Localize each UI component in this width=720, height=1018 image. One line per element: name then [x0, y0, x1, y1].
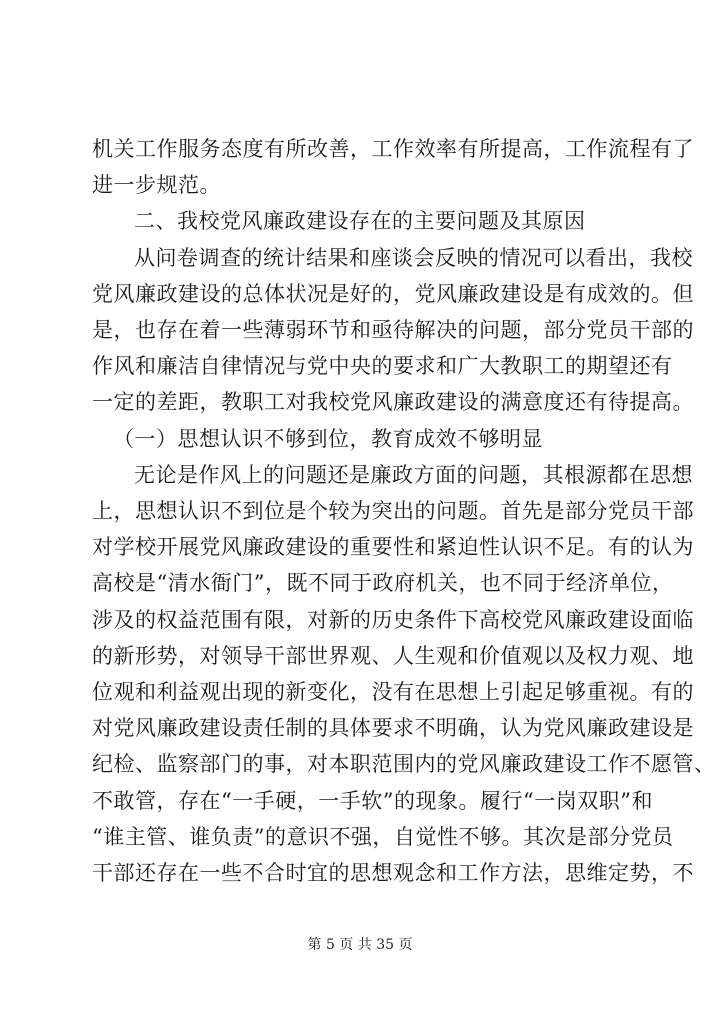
text-line: 对党风廉政建设责任制的具体要求不明确，认为党风廉政建设是 [92, 716, 694, 740]
text-line: 干部还存在一些不合时宜的思想观念和工作方法，思维定势，不 [92, 861, 694, 885]
text-line: 涉及的权益范围有限，对新的历史条件下高校党风廉政建设面临 [92, 608, 694, 632]
text-line: 无论是作风上的问题还是廉政方面的问题，其根源都在思想 [134, 463, 693, 487]
text-line: 上，思想认识不到位是个较为突出的问题。首先是部分党员干部 [92, 499, 694, 523]
section-heading: 二、我校党风廉政建设存在的主要问题及其原因 [134, 209, 586, 233]
text-line: 机关工作服务态度有所改善，工作效率有所提高，工作流程有了 [92, 137, 694, 161]
text-line: 不敢管，存在“一手硬，一手软”的现象。履行“一岗双职”和 [92, 789, 653, 813]
text-line: 一定的差距，教职工对我校党风廉政建设的满意度还有待提高。 [92, 390, 694, 414]
text-line: 高校是“清水衙门”，既不同于政府机关，也不同于经济单位， [92, 571, 674, 595]
page-number-footer: 第 5 页 共 35 页 [307, 937, 413, 953]
text-line: 从问卷调查的统计结果和座谈会反映的情况可以看出，我校 [134, 246, 693, 270]
subsection-heading: （一）思想认识不够到位，教育成效不够明显 [113, 427, 543, 451]
text-line: 对学校开展党风廉政建设的重要性和紧迫性认识不足。有的认为 [92, 535, 694, 559]
text-line: “谁主管、谁负责”的意识不强，自觉性不够。其次是部分党员 [92, 825, 674, 849]
text-line: 作风和廉洁自律情况与党中央的要求和广大教职工的期望还有 [92, 354, 673, 378]
text-line: 进一步规范。 [92, 173, 221, 197]
text-line: 纪检、监察部门的事，对本职范围内的党风廉政建设工作不愿管、 [92, 752, 716, 776]
text-line: 党风廉政建设的总体状况是好的，党风廉政建设是有成效的。但 [92, 282, 694, 306]
text-line: 是，也存在着一些薄弱环节和亟待解决的问题，部分党员干部的 [92, 318, 694, 342]
text-line: 位观和利益观出现的新变化，没有在思想上引起足够重视。有的 [92, 680, 694, 704]
text-line: 的新形势，对领导干部世界观、人生观和价值观以及权力观、地 [92, 644, 694, 668]
